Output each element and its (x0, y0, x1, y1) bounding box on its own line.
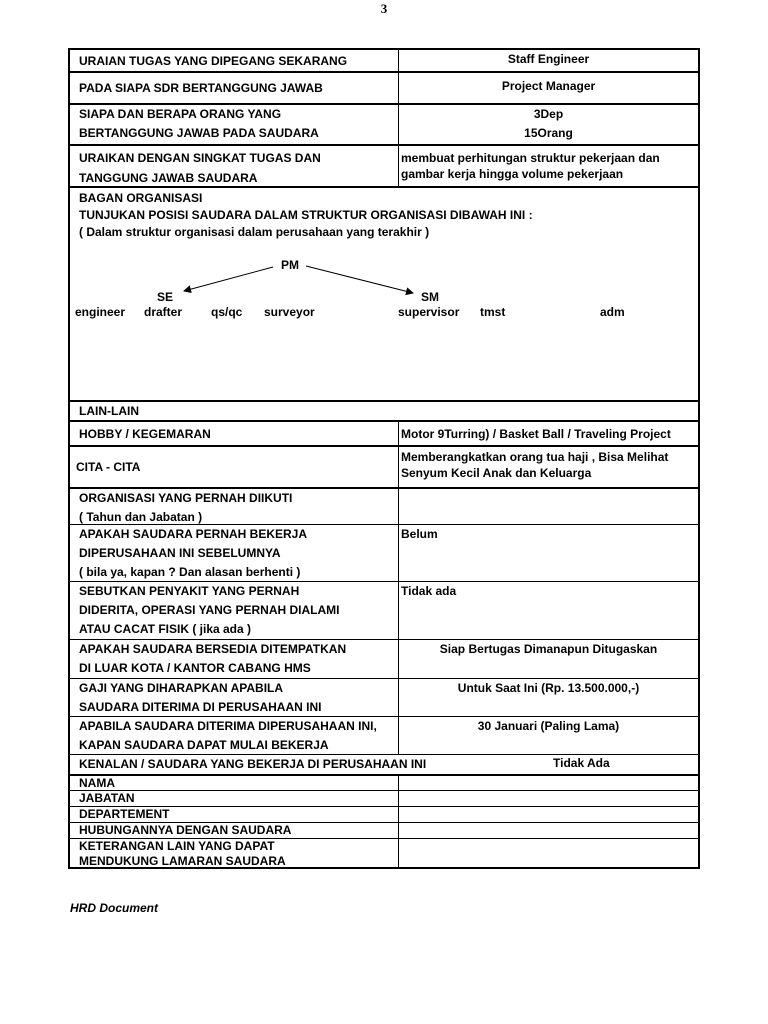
lain-lain-heading: LAIN-LAIN (79, 404, 139, 418)
row-responsible-to (70, 71, 698, 103)
pernah-bekerja-label-3: ( bila ya, kapan ? Dan alasan berhenti ) (79, 565, 301, 579)
row-ditempatkan (70, 639, 698, 678)
row-subordinates (70, 103, 698, 144)
pernah-bekerja-label-1: APAKAH SAUDARA PERNAH BEKERJA (79, 527, 308, 541)
gaji-label-1: GAJI YANG DIHARAPKAN APABILA (79, 681, 284, 695)
org-sm: SM (421, 290, 439, 304)
organisasi-value (398, 489, 698, 524)
row-keterangan (70, 838, 698, 869)
mulai-label-1: APABILA SAUDARA DITERIMA DIPERUSAHAAN INI, (79, 719, 377, 733)
subordinates-value-2: 15Orang (524, 126, 573, 140)
penyakit-label-2: DIDERITA, OPERASI YANG PERNAH DIALAMI (79, 603, 340, 617)
page-number: 3 (380, 1, 388, 16)
hubungan-label: HUBUNGANNYA DENGAN SAUDARA (79, 823, 292, 837)
hrd-form (68, 48, 700, 869)
org-se: SE (157, 290, 174, 304)
keterangan-value (398, 839, 698, 869)
organisasi-label-2: ( Tahun dan Jabatan ) (79, 510, 203, 524)
row-current-duty (70, 50, 698, 71)
duties-value-1: membuat perhitungan struktur pekerjaan dan (401, 151, 660, 165)
mulai-label-2: KAPAN SAUDARA DAPAT MULAI BEKERJA (79, 738, 329, 752)
row-hubungan (70, 822, 698, 838)
org-staff-tmst: tmst (480, 305, 506, 319)
pernah-bekerja-label-2: DIPERUSAHAAN INI SEBELUMNYA (79, 546, 281, 560)
nama-value (398, 776, 698, 790)
org-staff-drafter: drafter (144, 305, 183, 319)
kenalan-label: KENALAN / SAUDARA YANG BEKERJA DI PERUSAHAAN INI (79, 757, 427, 771)
org-staff-surveyor: surveyor (264, 305, 315, 319)
cita-label: CITA - CITA (76, 460, 141, 474)
row-nama (70, 774, 698, 790)
row-organisasi (70, 487, 698, 524)
subordinates-label-2: BERTANGGUNG JAWAB PADA SAUDARA (79, 126, 319, 140)
row-kenalan (70, 754, 698, 774)
org-staff-adm: adm (600, 305, 625, 319)
pernah-bekerja-value: Belum (398, 525, 698, 581)
keterangan-label-1: KETERANGAN LAIN YANG DAPAT (79, 839, 275, 853)
org-instruction: TUNJUKAN POSISI SAUDARA DALAM STRUKTUR ORGANISASI DIBAWAH INI : (79, 208, 533, 222)
row-departement (70, 806, 698, 822)
row-hobby (70, 420, 698, 445)
row-mulai (70, 716, 698, 754)
subordinates-label-1: SIAPA DAN BERAPA ORANG YANG (79, 107, 282, 121)
org-note: ( Dalam struktur organisasi dalam perusahaan yang terakhir ) (79, 225, 430, 239)
penyakit-label-3: ATAU CACAT FISIK ( jika ada ) (79, 622, 252, 636)
departement-value (398, 807, 698, 822)
ditempatkan-value: Siap Bertugas Dimanapun Ditugaskan (398, 640, 698, 678)
footer-text: HRD Document (70, 901, 159, 915)
mulai-value: 30 Januari (Paling Lama) (398, 717, 698, 754)
row-cita (70, 445, 698, 487)
responsible-to-value: Project Manager (398, 73, 698, 103)
duties-label-1: URAIKAN DENGAN SINGKAT TUGAS DAN (79, 151, 321, 165)
hobby-value: Motor 9Turring) / Basket Ball / Traveling Project (398, 422, 698, 445)
keterangan-label-2: MENDUKUNG LAMARAN SAUDARA (79, 854, 286, 868)
gaji-value: Untuk Saat Ini (Rp. 13.500.000,-) (398, 679, 698, 716)
organisasi-label-1: ORGANISASI YANG PERNAH DIIKUTI (79, 491, 293, 505)
hobby-label: HOBBY / KEGEMARAN (79, 427, 211, 441)
ditempatkan-label-2: DI LUAR KOTA / KANTOR CABANG HMS (79, 661, 311, 675)
penyakit-label-1: SEBUTKAN PENYAKIT YANG PERNAH (79, 584, 300, 598)
ditempatkan-label-1: APAKAH SAUDARA BERSEDIA DITEMPATKAN (79, 642, 347, 656)
cita-value-2: Senyum Kecil Anak dan Keluarga (401, 466, 592, 480)
row-duties (70, 144, 698, 186)
jabatan-label: JABATAN (79, 791, 135, 805)
row-lain-lain (70, 400, 698, 420)
current-duty-value: Staff Engineer (398, 50, 698, 71)
duties-label-2: TANGGUNG JAWAB SAUDARA (79, 171, 258, 185)
org-heading: BAGAN ORGANISASI (79, 191, 203, 205)
subordinates-value-1: 3Dep (533, 107, 564, 121)
org-staff-engineer: engineer (75, 305, 126, 319)
current-duty-label: URAIAN TUGAS YANG DIPEGANG SEKARANG (79, 54, 348, 68)
responsible-to-label: PADA SIAPA SDR BERTANGGUNG JAWAB (79, 81, 323, 95)
gaji-label-2: SAUDARA DITERIMA DI PERUSAHAAN INI (79, 700, 322, 714)
duties-value-2: gambar kerja hingga volume pekerjaan (401, 167, 624, 181)
row-pernah-bekerja (70, 524, 698, 581)
row-penyakit (70, 581, 698, 639)
row-jabatan (70, 790, 698, 806)
hubungan-value (398, 823, 698, 838)
kenalan-value: Tidak Ada (553, 756, 610, 770)
org-chart-section (70, 186, 698, 400)
org-pm: PM (281, 258, 299, 272)
penyakit-value: Tidak ada (398, 582, 698, 639)
org-staff-supervisor: supervisor (398, 305, 460, 319)
row-gaji (70, 678, 698, 716)
departement-label: DEPARTEMENT (79, 807, 170, 821)
org-staff-qsqc: qs/qc (211, 305, 243, 319)
cita-value-1: Memberangkatkan orang tua haji , Bisa Melihat (401, 450, 669, 464)
nama-label: NAMA (79, 776, 115, 790)
jabatan-value (398, 791, 698, 806)
